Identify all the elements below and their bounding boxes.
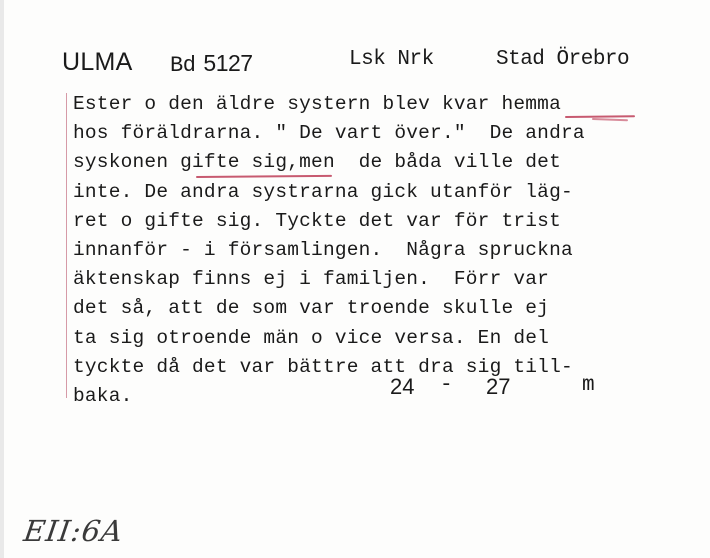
category: Lsk Nrk xyxy=(349,48,434,71)
code-dash: - xyxy=(440,374,453,397)
margin-rule xyxy=(66,93,67,398)
card-code-line xyxy=(0,374,710,404)
text-line: tyckte då det var bättre att dra sig till- xyxy=(73,355,573,378)
text-line: ta sig otroende män o vice versa. En del xyxy=(73,326,550,349)
code-day: 24 xyxy=(390,374,415,399)
text-line: Ester o den äldre systern blev kvar hemma xyxy=(73,93,561,115)
code-page: 27 xyxy=(486,374,511,399)
card-edge xyxy=(0,0,4,558)
text-line: hos föräldrarna. " De vart över." De andra xyxy=(73,122,585,145)
text-line: det så, att de som var troende skulle ej xyxy=(73,297,550,320)
reference xyxy=(170,50,253,78)
text-line: äktenskap finns ej i familjen. Förr var xyxy=(73,268,550,291)
text-line: inte. De andra systrarna gick utanför läg- xyxy=(73,180,573,203)
handwritten-shelfmark: EII:6A xyxy=(21,514,126,548)
card-body-text xyxy=(73,90,693,411)
place: Stad Örebro xyxy=(496,48,630,71)
archive-name: ULMA xyxy=(62,48,133,76)
reference-number: 5127 xyxy=(203,50,253,76)
text-line: syskonen gifte sig,men de båda ville det xyxy=(73,151,561,174)
reference-label: Bd xyxy=(170,53,196,78)
text-line: baka. xyxy=(73,384,133,407)
text-line: innanför - i församlingen. Några spruckna xyxy=(73,238,573,261)
card-header xyxy=(0,46,710,78)
text-line: ret o gifte sig. Tyckte det var för trist xyxy=(73,209,561,232)
code-sex: m xyxy=(582,374,595,397)
